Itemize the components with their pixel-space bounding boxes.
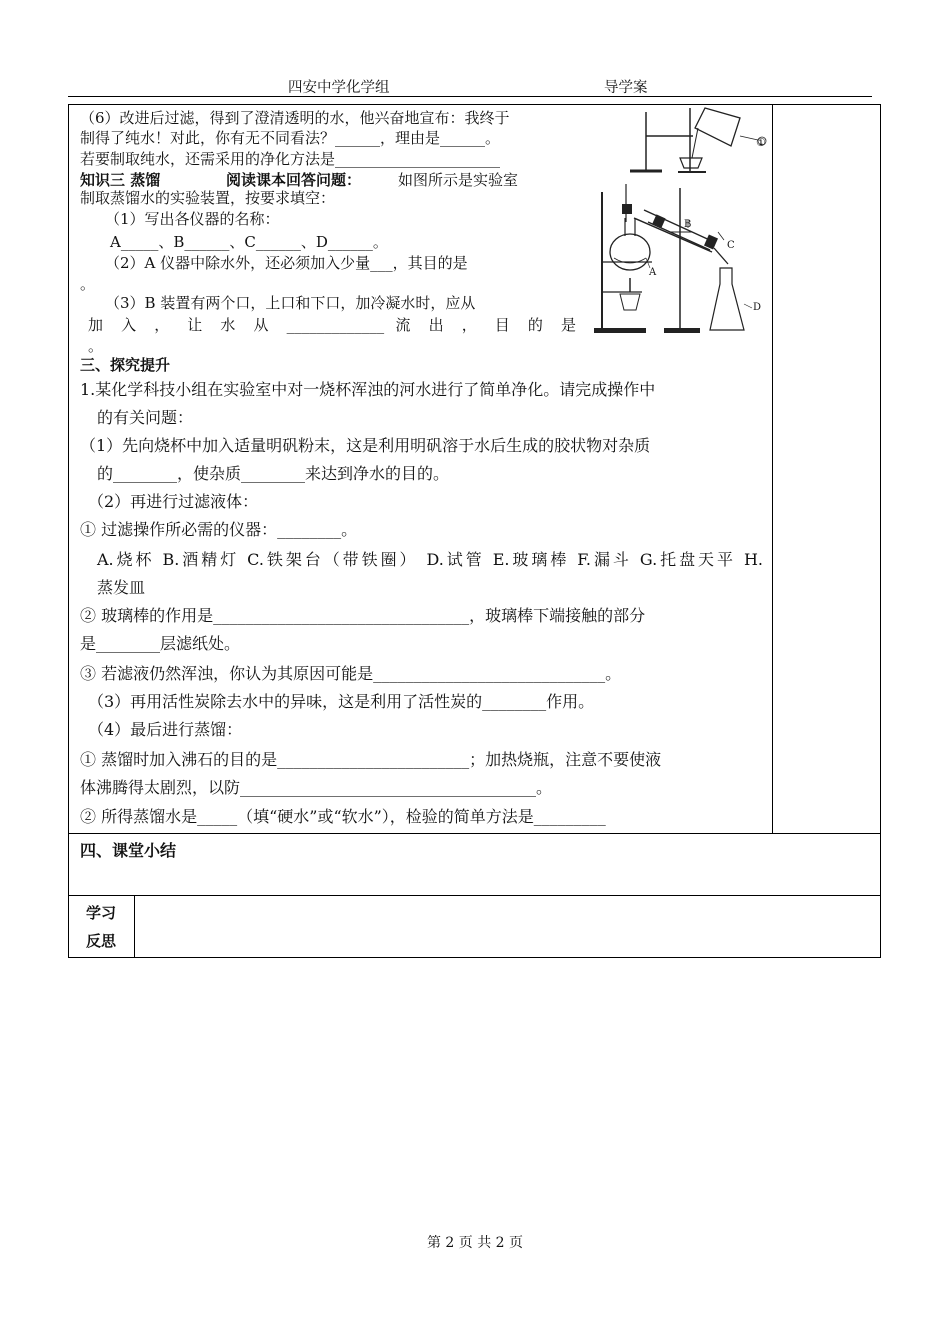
q1-blanks: A_____、B______、C______、D______。 — [110, 233, 388, 251]
step2-options-line-2: 蒸发皿 — [97, 578, 146, 597]
step2-a: ① 过滤操作所必需的仪器：________。 — [80, 520, 358, 539]
q6-line-1: （6）改进后过滤，得到了澄清透明的水，他兴奋地宣布：我终于 — [80, 109, 510, 127]
figure-label-circle-one: ① — [756, 136, 766, 149]
q3-line-1: （3）B 装置有两个口，上口和下口，加冷凝水时，应从 — [105, 294, 476, 312]
step2-title: （2）再进行过滤液体： — [88, 492, 259, 511]
knowledge-three-subtitle: 阅读课本回答问题： — [226, 171, 362, 189]
page-footer: 第 2 页 共 2 页 — [426, 1235, 524, 1251]
knowledge-three-title: 知识三 蒸馏 — [80, 171, 161, 189]
filtration-figure — [628, 106, 768, 176]
figure-label-d: D — [753, 302, 762, 313]
step2-b-line-1: ② 玻璃棒的作用是________________________________，玻璃棒下端接触的部分 — [80, 606, 646, 625]
figure-label-a: A — [649, 267, 657, 278]
table-row-divider — [68, 833, 881, 834]
header-school: 四安中学化学组 — [288, 80, 390, 96]
distillation-figure — [592, 172, 768, 338]
knowledge-three-intro-1: 如图所示是实验室 — [398, 171, 519, 189]
section-three-title: 三、探究提升 — [80, 356, 171, 374]
page-header — [68, 76, 872, 97]
inquiry-line-2: 的有关问题： — [97, 408, 194, 427]
step3: （3）再用活性炭除去水中的异味，这是利用了活性炭的________作用。 — [88, 692, 595, 711]
q2-line-1: （2）A 仪器中除水外，还必须加入少量___，其目的是 — [105, 254, 468, 272]
step1-line-2: 的________，使杂质________来达到净水的目的。 — [97, 464, 450, 483]
q6-line-3: 若要制取纯水，还需采用的净化方法是______________________ — [80, 150, 501, 168]
figure-label-b: B — [684, 219, 692, 230]
table-row-divider — [68, 895, 881, 896]
step2-b-line-2: 是________层滤纸处。 — [80, 634, 241, 653]
step1-line-1: （1）先向烧杯中加入适量明矾粉末，这是利用明矾溶于水后生成的胶状物对杂质 — [80, 436, 651, 455]
reflection-label-line-2: 反思 — [85, 932, 116, 950]
inquiry-line-1: 1.某化学科技小组在实验室中对一烧杯浑浊的河水进行了简单净化。请完成操作中 — [80, 380, 656, 399]
q2-line-2: 。 — [80, 275, 96, 293]
table-column-divider — [772, 104, 773, 833]
header-doc-type: 导学案 — [604, 80, 648, 96]
q6-line-2: 制得了纯水！对此，你有无不同看法？______，理由是______。 — [80, 129, 501, 147]
reflection-label-line-1: 学习 — [85, 904, 116, 922]
step4-b: ② 所得蒸馏水是_____（填“硬水”或“软水”），检验的简单方法是_________ — [80, 807, 606, 826]
step2-c: ③ 若滤液仍然浑浊，你认为其原因可能是_____________________________。 — [80, 664, 622, 683]
q3-line-3: 。 — [88, 337, 104, 355]
step2-options-line-1: A.烧杯 B.酒精灯 C.铁架台（带铁圈） D.试管 E.玻璃棒 F.漏斗 G.托盘天平 H. — [97, 550, 763, 569]
q1-text: （1）写出各仪器的名称： — [105, 210, 280, 228]
step4-a-line-1: ① 蒸馏时加入沸石的目的是________________________；加热烧瓶，注意不要使液 — [80, 750, 662, 769]
figure-label-c: C — [727, 240, 735, 251]
step4-title: （4）最后进行蒸馏： — [88, 720, 243, 739]
table-label-divider — [134, 895, 135, 958]
step4-a-line-2: 体沸腾得太剧烈，以防_____________________________________。 — [80, 778, 553, 797]
knowledge-three-intro-2: 制取蒸馏水的实验装置，按要求填空： — [80, 189, 336, 207]
q3-line-2: 加 入 ， 让 水 从 _____________ 流 出 ， 目 的 是 — [88, 316, 576, 334]
section-four-title: 四、课堂小结 — [80, 841, 177, 860]
